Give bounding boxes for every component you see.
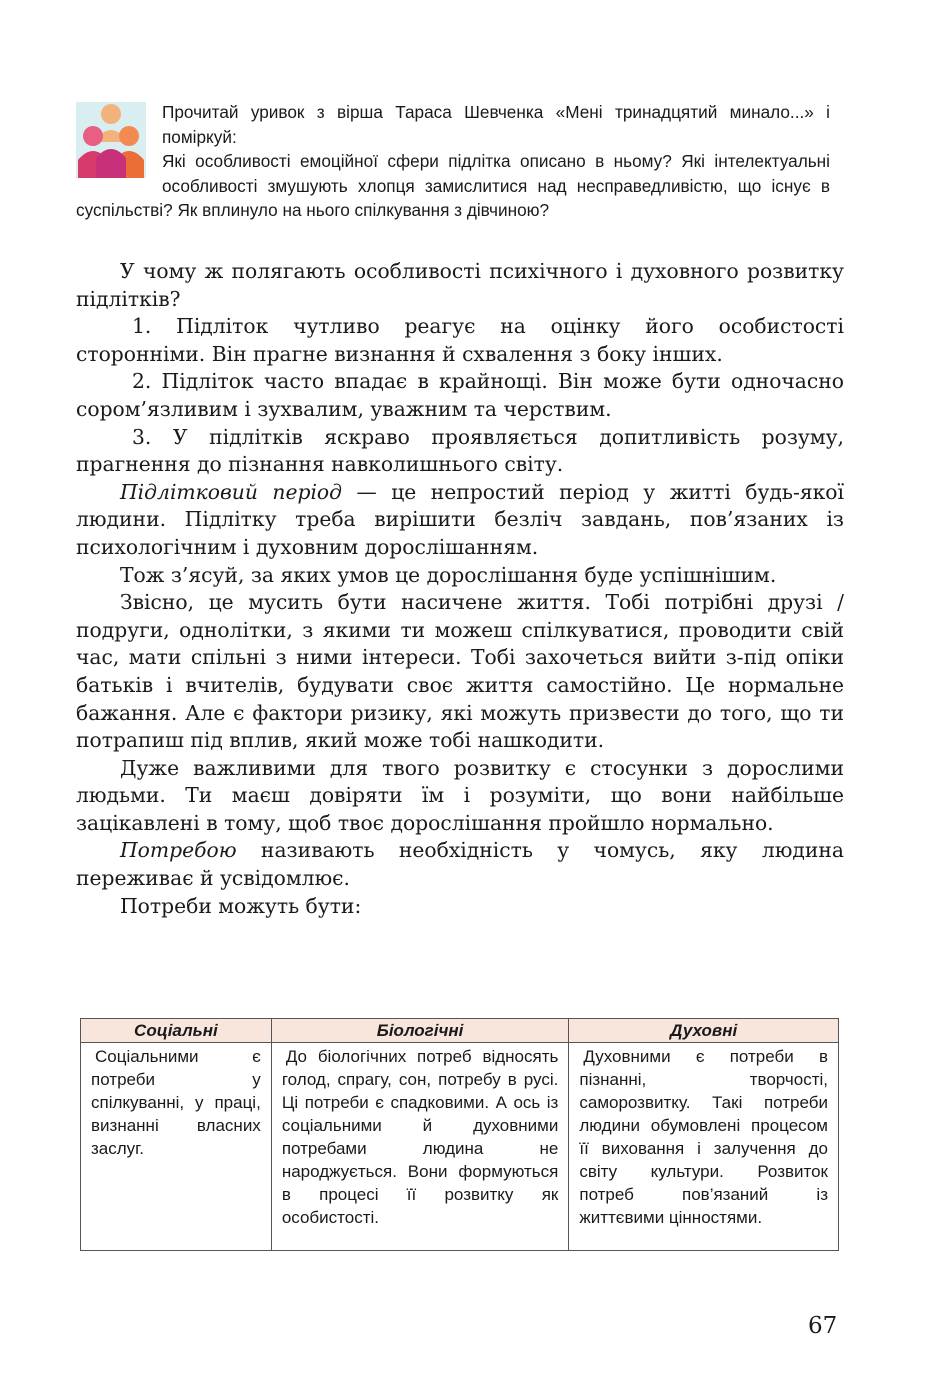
period-paragraph xyxy=(76,479,844,562)
header-social: Соціальні xyxy=(81,1019,272,1043)
cell-spiritual-text: Духовними є потреби в пізнанні, творчості, саморозвитку. Такі потреби людини обумовлені процесом її виховання і залучення до світу культури. Розвиток потреб пов’язаний із життєвими цінностями. xyxy=(579,1047,828,1227)
cell-social-text: Соціальними є потреби у спілкуванні, у праці, визнанні власних заслуг. xyxy=(91,1047,261,1158)
task-line-2: Які особливості емоційної сфери підлітка описано в ньому? Які інтелектуальні особливості змушують хлопця замислитися над несправедливістю, що існує в суспільстві? Як вплинуло на нього спілкування з дівчиною? xyxy=(76,151,830,220)
need-term: Потребою xyxy=(120,838,237,863)
list-item: 2. Підліток часто впадає в крайнощі. Він може бути одночасно сором’язливим і зухвалим, уважним та черствим. xyxy=(76,369,844,421)
table-row xyxy=(81,1043,839,1251)
header-spiritual: Духовні xyxy=(569,1019,839,1043)
cell-spiritual xyxy=(569,1043,839,1251)
life-paragraph: Звісно, це мусить бути насичене життя. Тобі потрібні друзі / подруги, однолітки, з якими ти можеш спілкуватися, проводити свій час, мати спільні з ними інтереси. Тобі захочеться вийти з-під опіки батьків і вчителів, будувати своє життя самостійно. Це нормальне бажання. Але є фактори ризику, які можуть призвести до того, що ти потрапиш під вплив, який може тобі нашкодити. xyxy=(76,590,844,753)
page-number: 67 xyxy=(808,1313,838,1339)
need-paragraph xyxy=(76,837,844,892)
table-header-row xyxy=(81,1019,839,1043)
intro-paragraph: У чому ж полягають особливості психічного і духовного розвитку підлітків? xyxy=(76,259,844,311)
task-box xyxy=(76,100,830,223)
list-item: 1. Підліток чутливо реагує на оцінку його особистості сторонніми. Він прагне визнання й схвалення з боку інших. xyxy=(76,314,844,366)
task-line-1: Прочитай уривок з вірша Тараса Шевченка «Мені тринадцятий минало...» і поміркуй: xyxy=(162,102,830,147)
cell-biological xyxy=(271,1043,569,1251)
period-term: Підлітковий період xyxy=(120,479,342,504)
group-of-people-icon xyxy=(76,102,146,178)
cell-biological-text: До біологічних потреб відносять голод, спрагу, сон, потребу в русі. Ці потреби є спадковими. А ось із соціальними й духовними потребами людина не народжується. Вони формуються в процесі її розвитку як особистості. xyxy=(281,1047,559,1227)
cell-social xyxy=(81,1043,272,1251)
header-biological: Біологічні xyxy=(271,1019,569,1043)
needs-table xyxy=(80,1018,839,1251)
conditions-paragraph: Тож з’ясуй, за яких умов це дорослішання буде успішнішим. xyxy=(120,562,777,587)
main-text xyxy=(76,258,844,920)
list-item: 3. У підлітків яскраво проявляється допитливість розуму, прагнення до пізнання навколишнього світу. xyxy=(76,424,844,477)
adults-paragraph: Дуже важливими для твого розвитку є стосунки з дорослими людьми. Ти маєш довіряти їм і розуміти, що вони найбільше зацікавлені в тому, щоб твоє дорослішання пройшло нормально. xyxy=(76,755,844,835)
needs-intro: Потреби можуть бути: xyxy=(120,893,362,918)
period-definition: — це непростий період у житті будь-якої людини. Підлітку треба вирішити безліч завдань, пов’язаних із психологічним і духовним дорослішанням. xyxy=(76,479,844,559)
need-definition: називають необхідність у чомусь, яку людина переживає й усвідомлює. xyxy=(76,838,844,891)
